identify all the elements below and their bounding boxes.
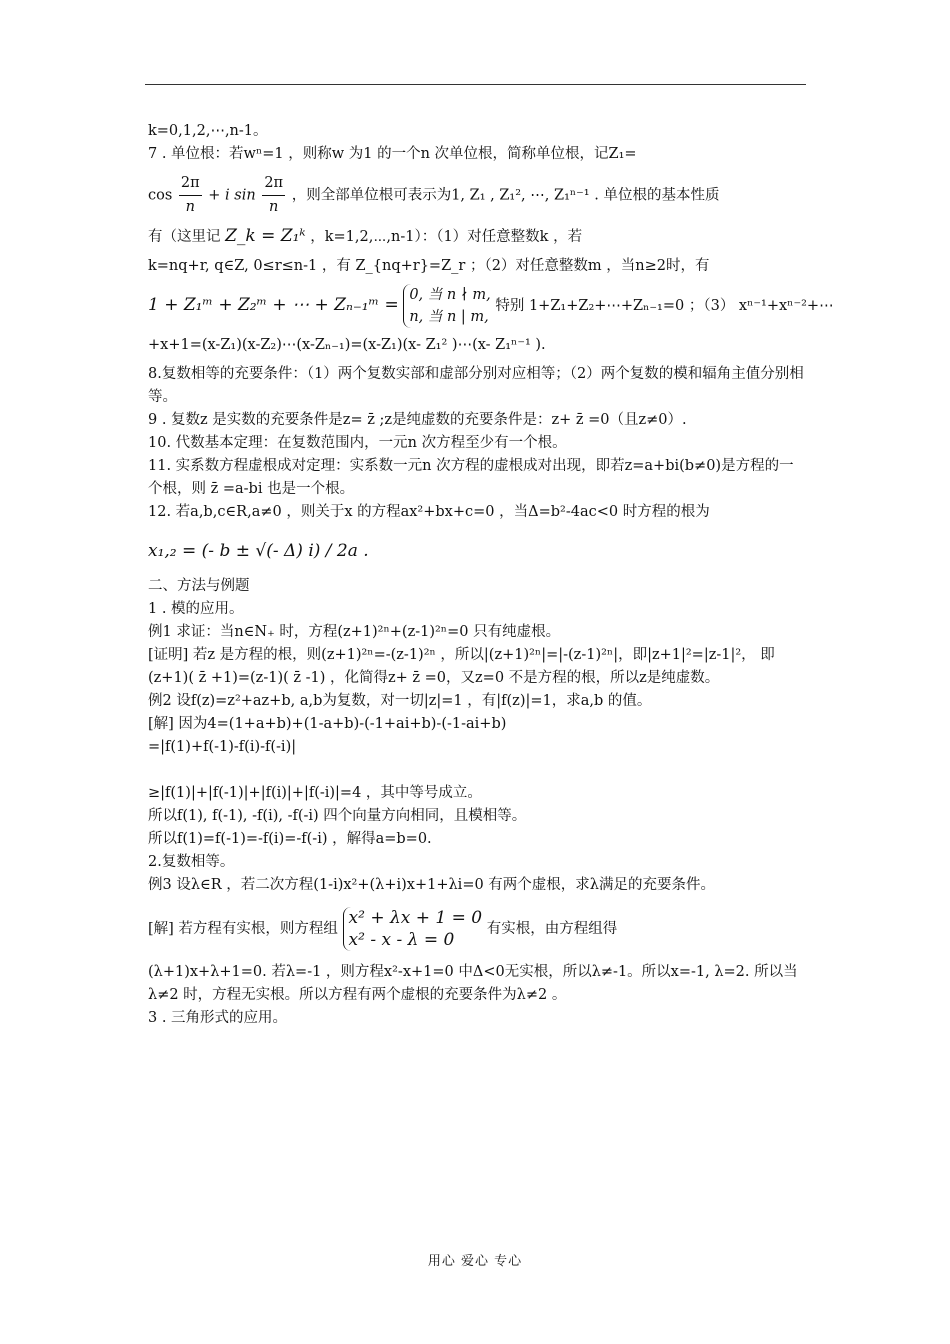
text-line: 例2 设f(z)=z²+az+b, a,b为复数，对一切|z|=1 ，有|f(z)|=1，求a,b 的值。 (148, 693, 652, 709)
fraction: $\frac{2\pi}{n}$ (179, 172, 202, 219)
text-line: k=0,1,2,⋯,n-1。 (148, 123, 268, 139)
piecewise-brace: 0, 当 n ∤ m, n, 当 n | m, (403, 284, 490, 328)
text-paragraph: 例3 设λ∈R ，若二次方程(1-i)x²+(λ+i)x+1+λi=0 有两个虚根，求λ满足的充要条件。 (148, 877, 715, 893)
fraction: $\frac{2\pi}{n}$ (262, 172, 285, 219)
header-rule (145, 84, 806, 85)
formula-line-system: [解] 若方程有实根，则方程组 x² + λx + 1 = 0 x² - x - λ = 0 有实根，由方程组得 (148, 908, 618, 950)
text-line: 2.复数相等。 (148, 854, 235, 870)
document-body (148, 120, 834, 1030)
text-line: [解] 因为4=(1+a+b)+(1-a+b)-(-1+ai+b)-(-1-ai+b) (148, 716, 507, 732)
text-line: ≥|f(1)|+|f(-1)|+|f(i)|+|f(-i)|=4 ，其中等号成立。 (148, 785, 482, 801)
text-line: 9 . 复数z 是实数的充要条件是z= z̄ ;z是纯虚数的充要条件是：z+ z̄ =0（且z≠0）. (148, 412, 687, 428)
text-paragraph: (λ+1)x+λ+1=0. 若λ=-1 ，则方程x²-x+1=0 中Δ<0无实根，所以λ≠-1。所以x=-1, λ=2. 所以当λ≠2 时，方程无实根。所以方程有两个虚根的充要条件为λ≠2 。 (148, 964, 798, 1003)
text-paragraph: 8.复数相等的充要条件：（1）两个复数实部和虚部分别对应相等；（2）两个复数的模和辐角主值分别相等。 (148, 366, 804, 405)
text-line: 12. 若a,b,c∈R,a≠0 ，则关于x 的方程ax²+bx+c=0 ，当Δ=b²-4ac<0 时方程的根为 (148, 504, 710, 520)
text-line: +x+1=(x-Z₁)(x-Z₂)⋯(x-Zₙ₋₁)=(x-Z₁)(x- Z₁² )⋯(x- Z₁ⁿ⁻¹ ). (148, 337, 546, 353)
formula-line-sum: 1 + Z₁ᵐ + Z₂ᵐ + ⋯ + Zₙ₋₁ᵐ = 0, 当 n ∤ m, n, 当 n | m, 特别 1+Z₁+Z₂+⋯+Zₙ₋₁=0 ；（3） xⁿ⁻¹+xⁿ⁻²+⋯ (148, 284, 804, 328)
formula-line-unit-root: cos $\frac{2\pi}{n}$ + i sin $\frac{2\pi}{n}$ ，则全部单位根可表示为1, Z₁ , Z₁², ⋯, Z₁ⁿ⁻¹ . 单位根的基本性质 (148, 172, 804, 219)
root-formula: x₁,₂ = (- b ± √(- Δ) i) / 2a . (148, 541, 369, 561)
equation-system-brace: x² + λx + 1 = 0 x² - x - λ = 0 (343, 907, 483, 951)
text-line: 例1 求证：当n∈N₊ 时，方程(z+1)²ⁿ+(z-1)²ⁿ=0 只有纯虚根。 (148, 624, 561, 640)
section-heading: 二、方法与例题 (148, 578, 250, 594)
text-line: 1 . 模的应用。 (148, 601, 244, 617)
page-footer: 用心 爱心 专心 (427, 1254, 523, 1269)
text-paragraph: [证明] 若z 是方程的根，则(z+1)²ⁿ=-(z-1)²ⁿ ，所以|(z+1)²ⁿ|=|-(z-1)²ⁿ|，即|z+1|²=|z-1|²， 即(z+1)( z̄ +1)=(z-1)( z̄ -1) ，化简得z+ z̄ =0，又z=0 不是方程的根，所以z是纯虚数。 (148, 647, 775, 686)
text-line: 所以f(1)=f(-1)=-f(i)=-f(-i) ，解得a=b=0. (148, 831, 432, 847)
text-line: 3 . 三角形式的应用。 (148, 1010, 288, 1026)
text-line: k=nq+r, q∈Z, 0≤r≤n-1 ，有 Z_{nq+r}=Z_r ；（2）对任意整数m ，当n≥2时，有 (148, 258, 710, 274)
text-line: =|f(1)+f(-1)-f(i)-f(-i)| (148, 739, 297, 755)
text-line: 所以f(1), f(-1), -f(i), -f(-i) 四个向量方向相同，且模相等。 (148, 808, 527, 824)
text-line: 7 . 单位根：若wⁿ=1 ，则称w 为1 的一个n 次单位根，简称单位根，记Z₁= (148, 146, 637, 162)
text-paragraph: 11. 实系数方程虚根成对定理：实系数一元n 次方程的虚根成对出现，即若z=a+bi(b≠0)是方程的一个根，则 z̄ =a-bi 也是一个根。 (148, 458, 794, 497)
text-line: 10. 代数基本定理：在复数范围内，一元n 次方程至少有一个根。 (148, 435, 567, 451)
formula-line-zk: 有（这里记 Z_k = Z₁ᵏ ，k=1,2,⋯,n-1）：（1）对任意整数k ，若 (148, 226, 583, 246)
